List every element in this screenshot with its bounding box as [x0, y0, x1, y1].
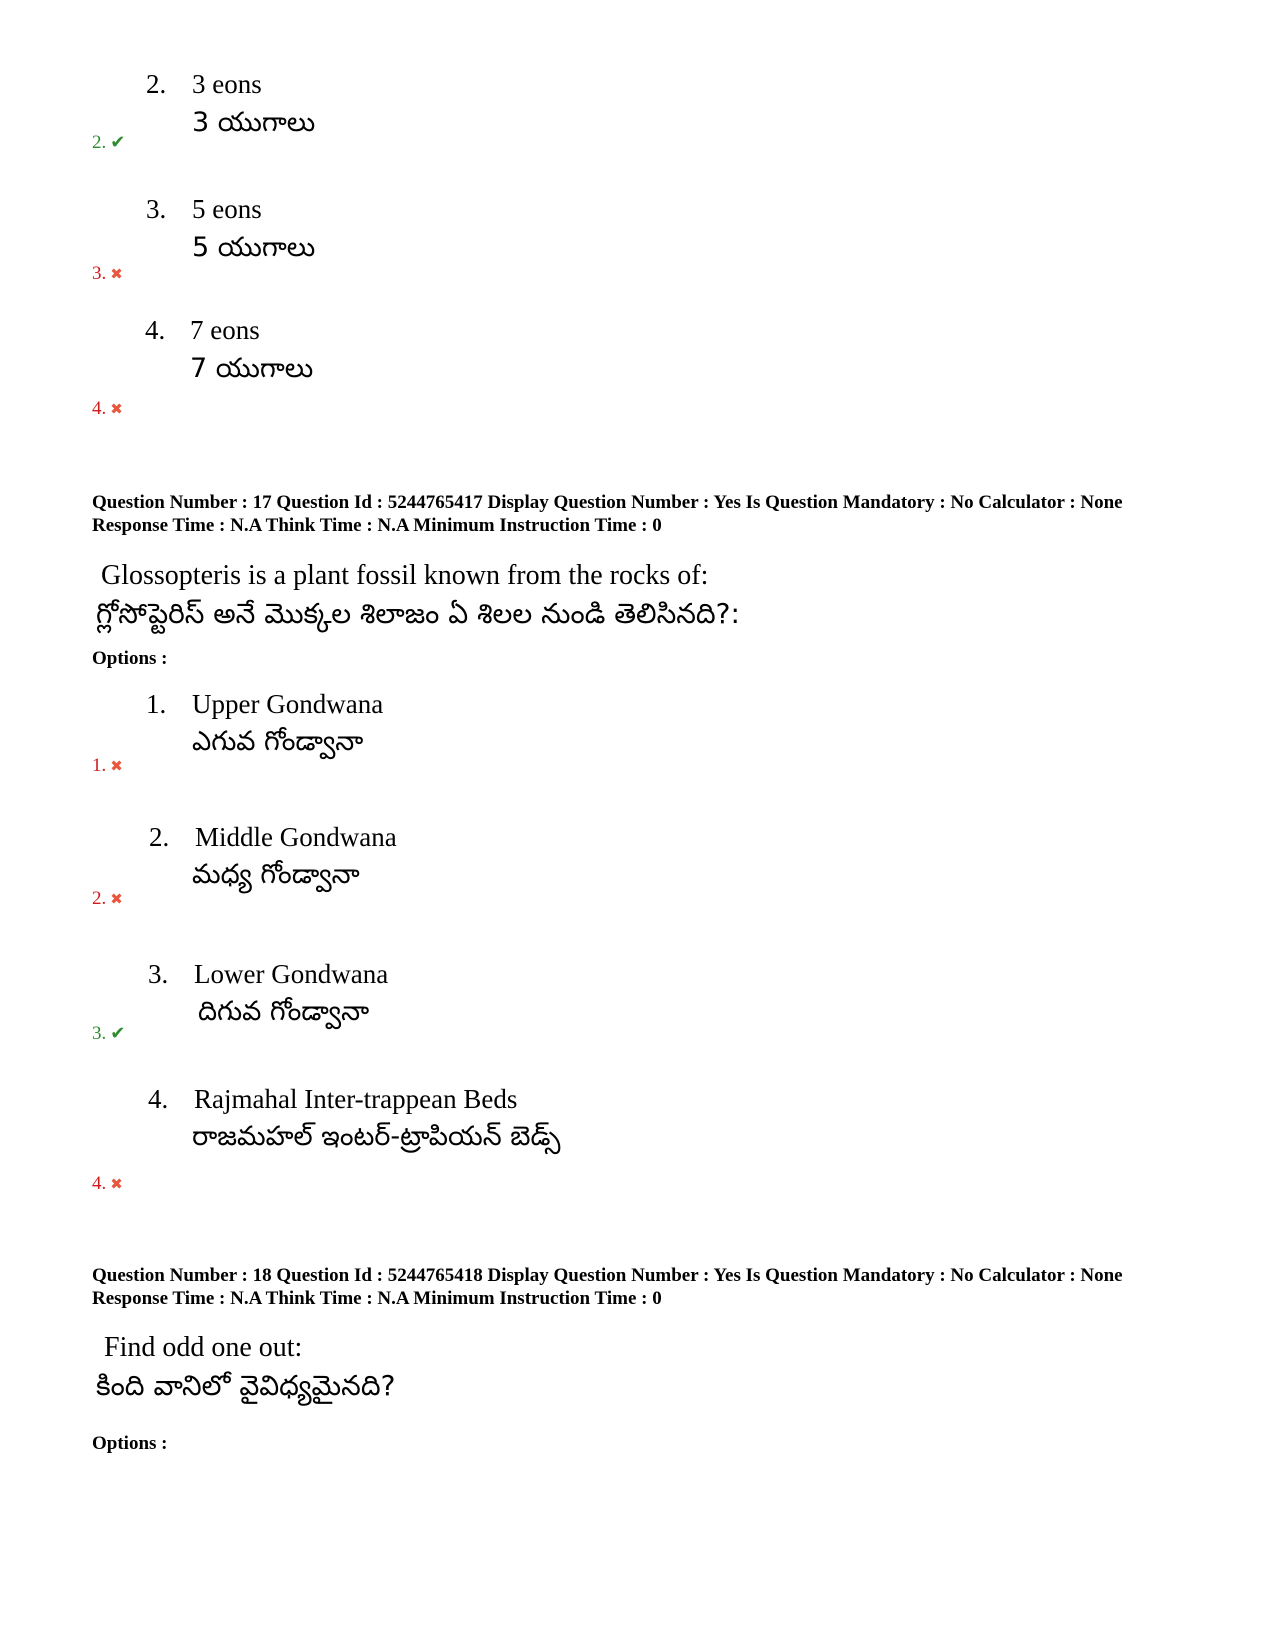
cross-icon: ✖ [110, 265, 123, 283]
options-label: Options : [92, 648, 168, 669]
answer-marker: 2. ✖ [92, 888, 123, 909]
option-text-telugu: మధ్య గోండ్వానా [192, 859, 360, 890]
cross-icon: ✖ [110, 1175, 123, 1193]
question-meta: Question Number : 18 Question Id : 5244765418 Display Question Number : Yes Is Question Mandatory : No Calculator : None Response Time : N.A Think Time : N.A Minimum Instruction Time : 0 [92, 1265, 1123, 1309]
option-number: 2. [149, 822, 170, 852]
option-number: 3. [148, 959, 169, 989]
answer-marker: 4. ✖ [92, 398, 123, 419]
answer-marker: 2. ✔ [92, 132, 126, 153]
option-text-english: Lower Gondwana [194, 959, 389, 989]
option-text-telugu: 7 యుగాలు [190, 353, 314, 384]
option-text-english: 5 eons [192, 194, 262, 224]
cross-icon: ✖ [110, 890, 123, 908]
answer-marker: 1. ✖ [92, 755, 123, 776]
option-number: 1. [146, 689, 167, 719]
option-text-telugu: దిగువ గోండ్వానా [198, 996, 370, 1027]
option-text-telugu: ఎగువ గోండ్వానా [192, 726, 364, 757]
option-text-english: 7 eons [190, 315, 260, 345]
option-text-telugu: 5 యుగాలు [192, 232, 316, 263]
option-text-telugu: రాజమహల్ ఇంటర్-ట్రాపియన్ బెడ్స్ [192, 1121, 561, 1152]
option-text-english: Rajmahal Inter-trappean Beds [194, 1084, 518, 1114]
option-number: 2. [146, 69, 167, 99]
answer-marker: 3. ✖ [92, 263, 123, 284]
option-text-english: Middle Gondwana [195, 822, 397, 852]
option-text-telugu: 3 యుగాలు [192, 107, 316, 138]
option-number: 4. [148, 1084, 169, 1114]
cross-icon: ✖ [110, 757, 123, 775]
check-icon: ✔ [110, 132, 126, 153]
option-number: 3. [146, 194, 167, 224]
check-icon: ✔ [110, 1023, 126, 1044]
option-text-english: Upper Gondwana [192, 689, 384, 719]
option-number: 4. [145, 315, 166, 345]
answer-marker: 3. ✔ [92, 1023, 126, 1044]
question-text-english: Glossopteris is a plant fossil known from the rocks of: [101, 560, 709, 591]
question-text-telugu: గ్లోసోప్టెరిస్ అనే మొక్కల శిలాజం ఏ శిలల నుండి తెలిసినది?: [96, 597, 740, 630]
question-text-telugu: కింది వానిలో వైవిధ్యమైనది? [96, 1369, 396, 1402]
option-text-english: 3 eons [192, 69, 262, 99]
options-label: Options : [92, 1433, 168, 1454]
cross-icon: ✖ [110, 400, 123, 418]
question-text-english: Find odd one out: [104, 1332, 303, 1363]
question-meta: Question Number : 17 Question Id : 5244765417 Display Question Number : Yes Is Question Mandatory : No Calculator : None Response Time : N.A Think Time : N.A Minimum Instruction Time : 0 [92, 492, 1123, 536]
answer-marker: 4. ✖ [92, 1173, 123, 1194]
